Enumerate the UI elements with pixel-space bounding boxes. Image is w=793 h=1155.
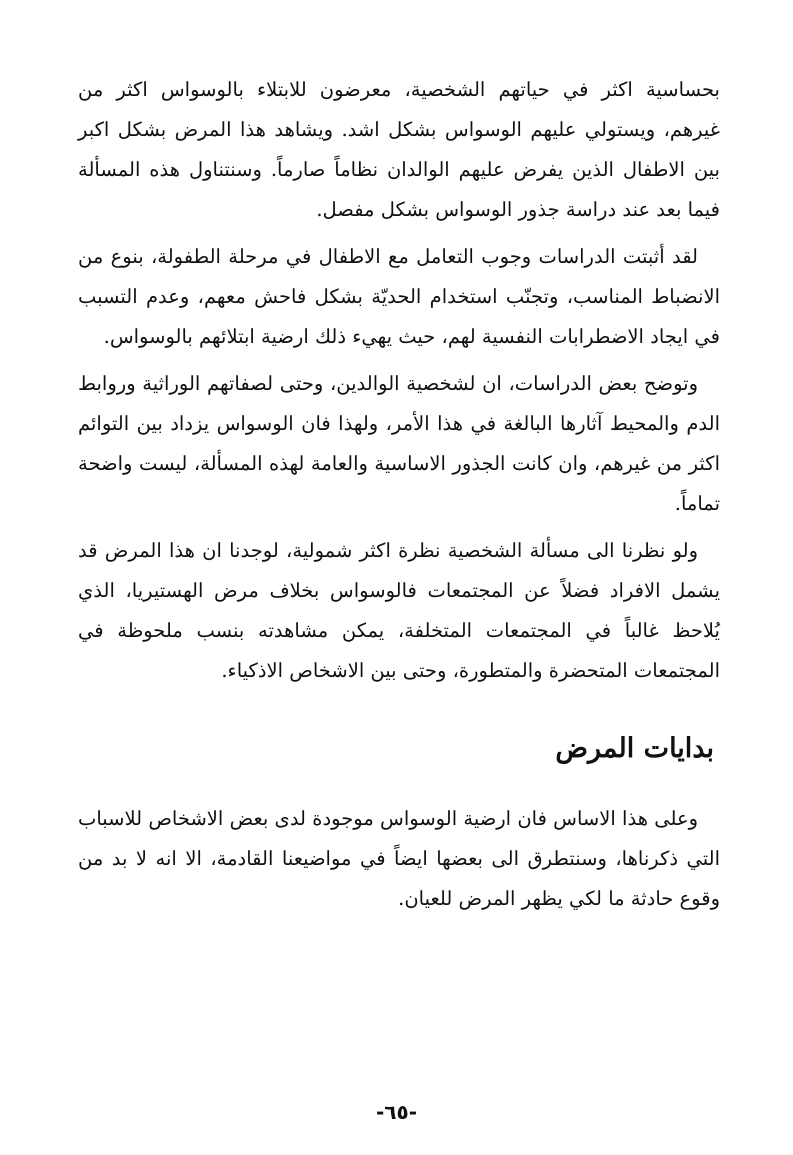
page-body (78, 70, 720, 926)
paragraph-2: لقد أثبتت الدراسات وجوب التعامل مع الاطفال في مرحلة الطفولة، بنوع من الانضباط المناسب، وتجنّب استخدام الحديّة بشكل فاحش معهم، وعدم التسبب في ايجاد الاضطرابات النفسية لهم، حيث يهيء ذلك ارضية ابتلائهم بالوسواس. (78, 245, 720, 348)
paragraph-1: بحساسية اكثر في حياتهم الشخصية، معرضون للابتلاء بالوسواس اكثر من غيرهم، ويستولي عليهم الوسواس بشكل اشد. ويشاهد هذا المرض بشكل اكبر بين الاطفال الذين يفرض عليهم الوالدان نظاماً صارماً. وسنتناول هذه المسألة فيما بعد عند دراسة جذور الوسواس بشكل مفصل. (78, 78, 720, 221)
paragraph-3: وتوضح بعض الدراسات، ان لشخصية الوالدين، وحتى لصفاتهم الوراثية وروابط الدم والمحيط آثارها البالغة في هذا الأمر، ولهذا فان الوسواس يزداد بين التوائم اكثر من غيرهم، وان كانت الجذور الاساسية والعامة لهذه المسألة، ليست واضحة تماماً. (78, 372, 720, 515)
paragraph-4: ولو نظرنا الى مسألة الشخصية نظرة اكثر شمولية، لوجدنا ان هذا المرض قد يشمل الافراد فضلاً عن المجتمعات فالوسواس بخلاف مرض الهستيريا، الذي يُلاحظ غالباً في المجتمعات المتخلفة، يمكن مشاهدته بنسب ملحوظة في المجتمعات المتحضرة والمتطورة، وحتى بين الاشخاص الاذكياء. (78, 539, 720, 682)
paragraph-5: وعلى هذا الاساس فان ارضية الوسواس موجودة لدى بعض الاشخاص للاسباب التي ذكرناها، وسنتطرق الى بعضها ايضاً في مواضيعنا القادمة، الا انه لا بد من وقوع حادثة ما لكي يظهر المرض للعيان. (78, 807, 720, 910)
page-number: -٦٥- (375, 1100, 418, 1124)
section-heading: بدايات المرض (555, 733, 714, 764)
